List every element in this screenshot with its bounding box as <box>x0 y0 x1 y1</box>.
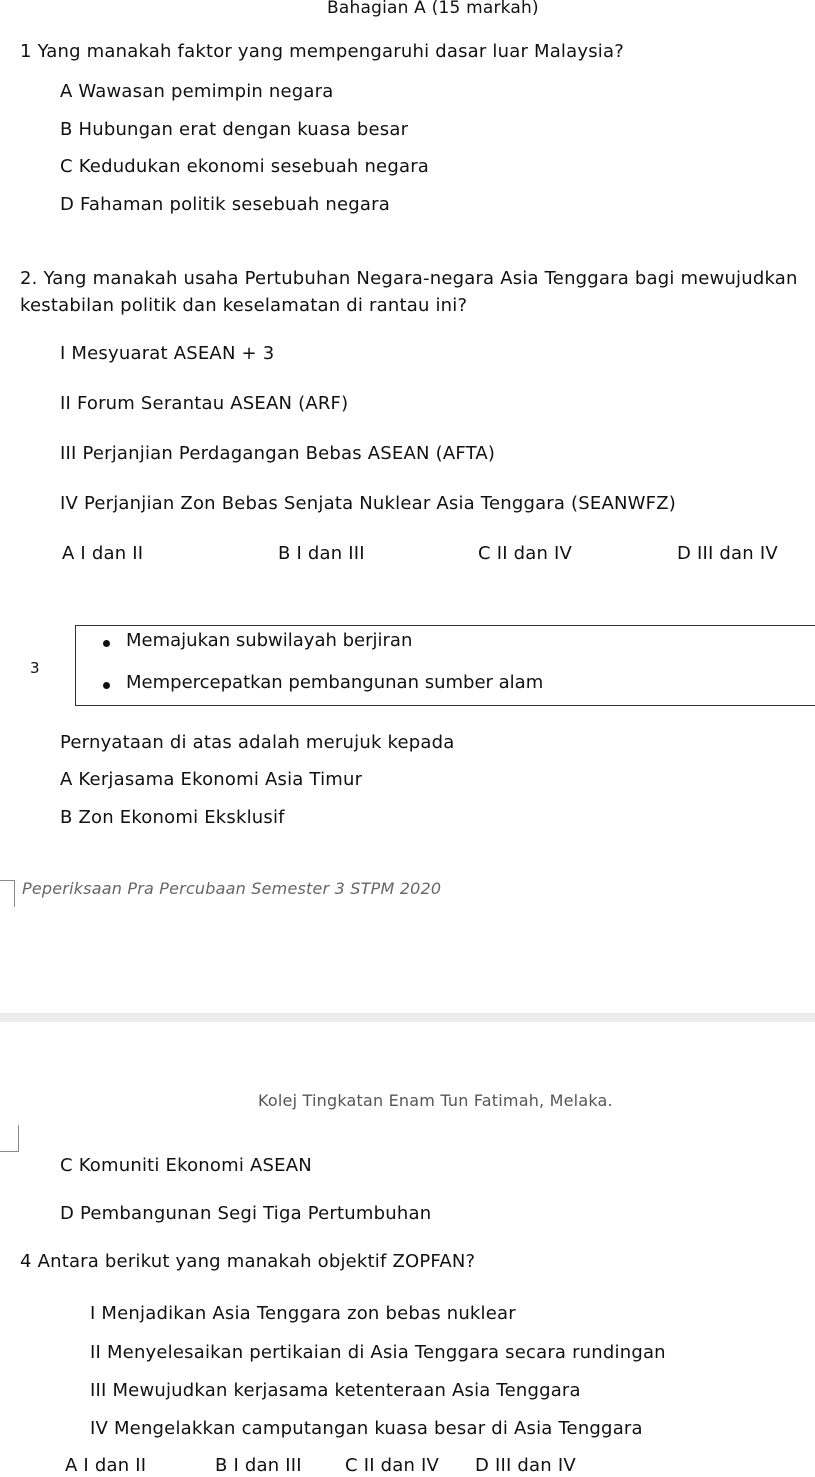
q2-item-ii: II Forum Serantau ASEAN (ARF) <box>60 393 349 414</box>
q3-bullet-1: Memajukan subwilayah berjiran <box>126 630 413 651</box>
q4-answer-a[interactable]: A I dan II <box>65 1455 147 1476</box>
q2-answer-b[interactable]: B I dan III <box>278 543 365 564</box>
q1-option-c[interactable]: C Kedudukan ekonomi sesebuah negara <box>60 156 430 177</box>
q3-bullet-2: Mempercepatkan pembangunan sumber alam <box>126 672 544 693</box>
q2-item-iv: IV Perjanjian Zon Bebas Senjata Nuklear Asia Tenggara (SEANWFZ) <box>60 493 676 514</box>
q4-item-ii: II Menyelesaikan pertikaian di Asia Tenggara secara rundingan <box>90 1342 666 1363</box>
q2-item-i: I Mesyuarat ASEAN + 3 <box>60 343 275 364</box>
page-header: Kolej Tingkatan Enam Tun Fatimah, Melaka. <box>258 1091 613 1110</box>
q1-stem: 1 Yang manakah faktor yang mempengaruhi dasar luar Malaysia? <box>20 41 624 62</box>
q4-answer-d[interactable]: D III dan IV <box>475 1455 576 1476</box>
q1-option-d[interactable]: D Fahaman politik sesebuah negara <box>60 194 390 215</box>
page-corner-mark <box>0 1125 19 1152</box>
q4-item-i: I Menjadikan Asia Tenggara zon bebas nuklear <box>90 1303 516 1324</box>
q2-stem-line2: kestabilan politik dan keselamatan di rantau ini? <box>20 295 468 316</box>
q4-answer-c[interactable]: C II dan IV <box>345 1455 440 1476</box>
section-title: Bahagian A (15 markah) <box>327 0 539 18</box>
q1-option-b[interactable]: B Hubungan erat dengan kuasa besar <box>60 119 409 140</box>
q2-answer-d[interactable]: D III dan IV <box>677 543 778 564</box>
page-corner-mark <box>0 880 15 907</box>
q3-option-b[interactable]: B Zon Ekonomi Eksklusif <box>60 807 285 828</box>
q3-number: 3 <box>30 659 40 677</box>
q3-statement-box <box>75 625 815 706</box>
page-footer: Peperiksaan Pra Percubaan Semester 3 STPM 2020 <box>22 879 442 898</box>
q4-item-iv: IV Mengelakkan camputangan kuasa besar di Asia Tenggara <box>90 1418 643 1439</box>
q4-item-iii: III Mewujudkan kerjasama ketenteraan Asia Tenggara <box>90 1380 581 1401</box>
q3-stem: Pernyataan di atas adalah merujuk kepada <box>60 732 455 753</box>
q4-stem: 4 Antara berikut yang manakah objektif ZOPFAN? <box>20 1251 476 1272</box>
bullet-icon <box>103 640 110 647</box>
q2-answer-c[interactable]: C II dan IV <box>478 543 573 564</box>
q1-option-a[interactable]: A Wawasan pemimpin negara <box>60 81 334 102</box>
q2-item-iii: III Perjanjian Perdagangan Bebas ASEAN (AFTA) <box>60 443 496 464</box>
q3-option-c[interactable]: C Komuniti Ekonomi ASEAN <box>60 1155 312 1176</box>
page-separator <box>0 1013 815 1022</box>
q3-option-d[interactable]: D Pembangunan Segi Tiga Pertumbuhan <box>60 1203 432 1224</box>
q2-stem-line1: 2. Yang manakah usaha Pertubuhan Negara-negara Asia Tenggara bagi mewujudkan <box>20 268 798 289</box>
bullet-icon <box>103 682 110 689</box>
q3-option-a[interactable]: A Kerjasama Ekonomi Asia Timur <box>60 769 363 790</box>
q4-answer-b[interactable]: B I dan III <box>215 1455 302 1476</box>
q2-answer-a[interactable]: A I dan II <box>62 543 144 564</box>
